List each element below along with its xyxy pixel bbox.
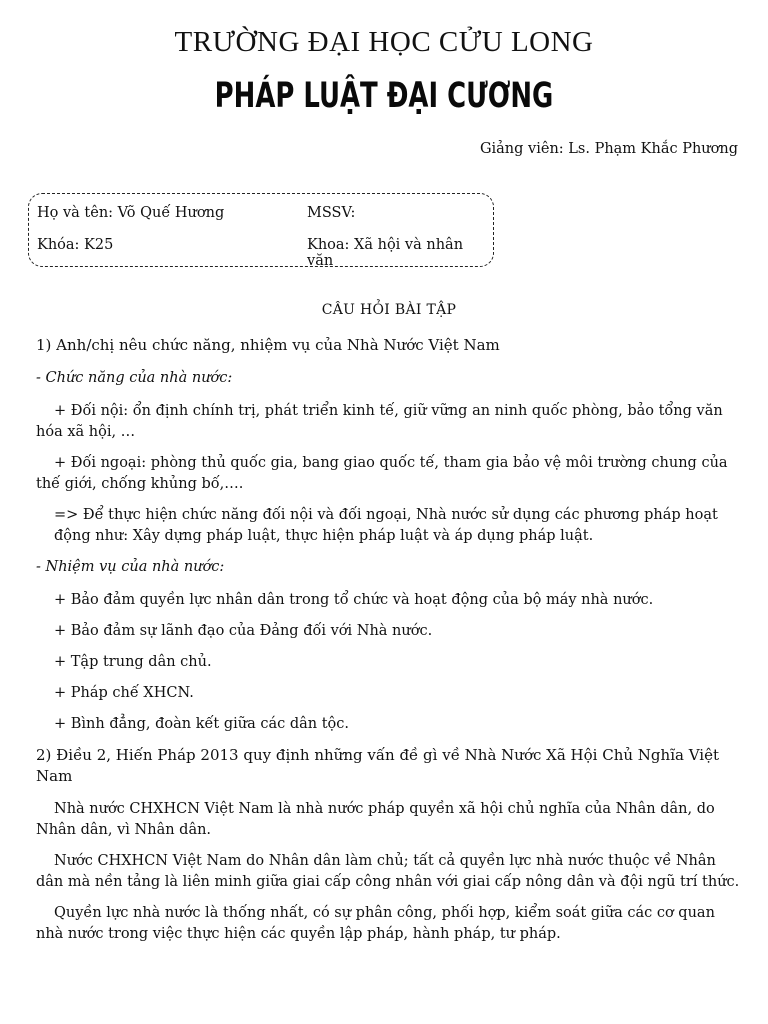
question-2: 2) Điều 2, Hiến Pháp 2013 quy định những vấn đề gì về Nhà Nước Xã Hội Chủ Nghĩa Việt Nam <box>36 746 719 785</box>
functions-title: - Chức năng của nhà nước: <box>36 370 233 386</box>
student-id: MSSV: <box>307 205 356 221</box>
methods-text: => Để thực hiện chức năng đối nội và đối ngoại, Nhà nước sử dụng các phương pháp hoạt động như: Xây dựng pháp luật, thực hiện pháp luật và áp dụng pháp luật. <box>54 507 718 544</box>
duty-item: + Bình đẳng, đoàn kết giữa các dân tộc. <box>54 716 350 732</box>
function-item-internal: + Đối nội: ổn định chính trị, phát triển kinh tế, giữ vững an ninh quốc phòng, bảo tổng văn hóa xã hội, … <box>36 403 723 440</box>
answer-paragraph: Nhà nước CHXHCN Việt Nam là nhà nước pháp quyền xã hội chủ nghĩa của Nhân dân, do Nhân dân, vì Nhân dân. <box>36 801 715 838</box>
question-1: 1) Anh/chị nêu chức năng, nhiệm vụ của Nhà Nước Việt Nam <box>36 336 500 354</box>
student-cohort: Khóa: K25 <box>37 237 114 253</box>
student-name: Họ và tên: Võ Quế Hương <box>37 205 225 221</box>
school-name: TRƯỜNG ĐẠI HỌC CỬU LONG <box>174 26 594 58</box>
function-item-external: + Đối ngoại: phòng thủ quốc gia, bang giao quốc tế, tham gia bảo vệ môi trường chung của thế giới, chống khủng bố,…. <box>36 455 728 492</box>
duties-title: - Nhiệm vụ của nhà nước: <box>36 559 225 575</box>
duty-item: + Tập trung dân chủ. <box>54 654 212 670</box>
answer-paragraph: Quyền lực nhà nước là thống nhất, có sự phân công, phối hợp, kiểm soát giữa các cơ quan nhà nước trong việc thực hiện các quyền lập pháp, hành pháp, tư pháp. <box>36 905 715 942</box>
duty-item: + Pháp chế XHCN. <box>54 685 194 701</box>
duty-item: + Bảo đảm sự lãnh đạo của Đảng đối với Nhà nước. <box>54 623 433 639</box>
answer-paragraph: Nước CHXHCN Việt Nam do Nhân dân làm chủ; tất cả quyền lực nhà nước thuộc về Nhân dân mà nền tảng là liên minh giữa giai cấp công nhân với giai cấp nông dân và đội ngũ trí thức. <box>36 853 740 890</box>
student-info-box <box>28 193 494 267</box>
lecturer-name: Giảng viên: Ls. Phạm Khắc Phương <box>479 141 738 157</box>
document-body <box>36 300 742 955</box>
student-faculty: Khoa: Xã hội và nhân văn <box>307 237 464 269</box>
course-title: PHÁP LUẬT ĐẠI CƯƠNG <box>214 76 554 116</box>
section-heading: CÂU HỎI BÀI TẬP <box>321 302 457 318</box>
duty-item: + Bảo đảm quyền lực nhân dân trong tổ chức và hoạt động của bộ máy nhà nước. <box>54 592 654 608</box>
